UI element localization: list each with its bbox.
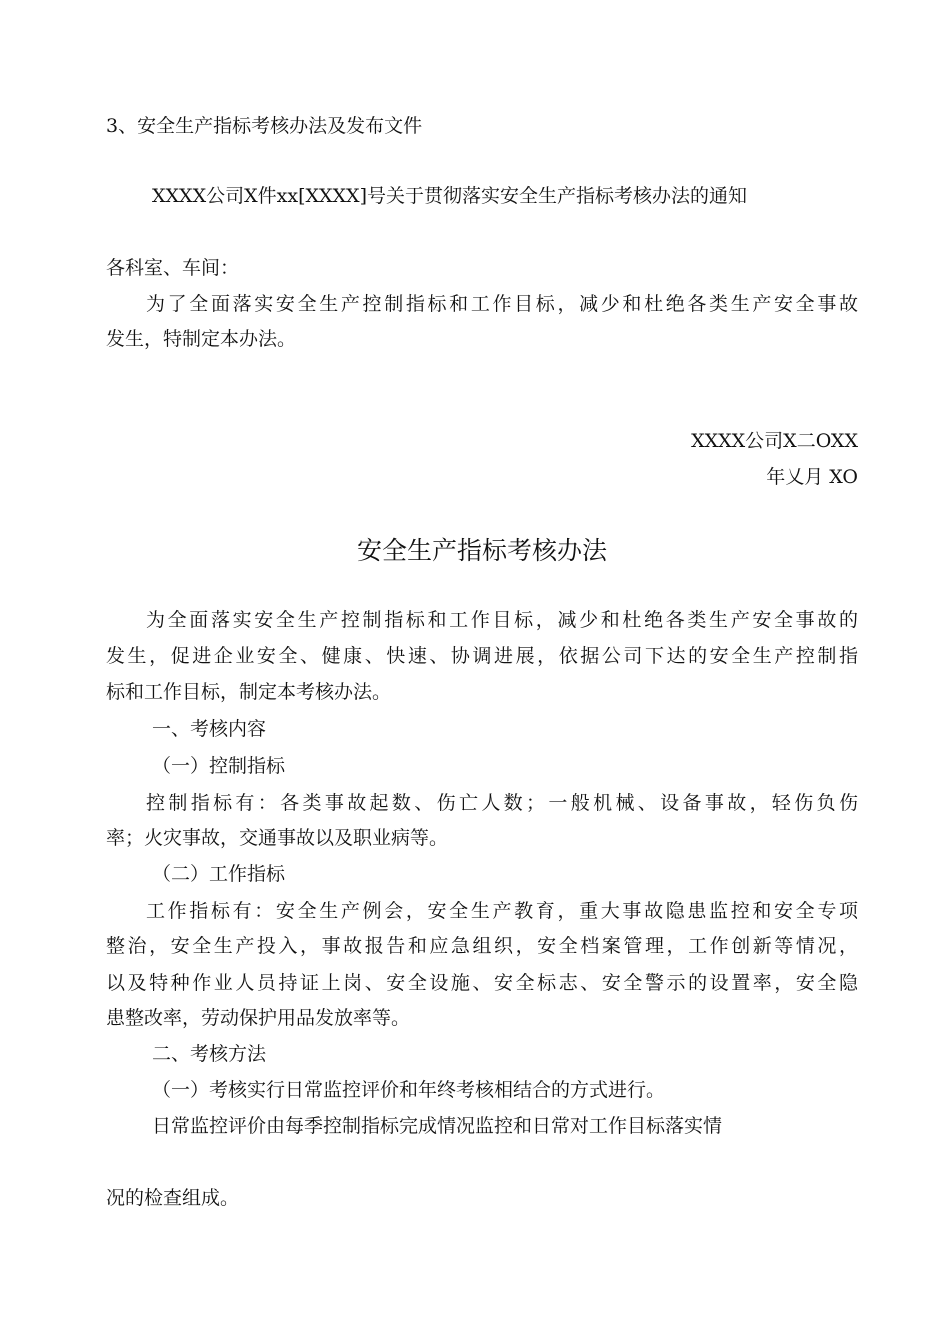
section-1-sub-1-heading: （一）控制指标 [152,755,286,777]
work-indicators-line: 工作指标有：安全生产例会，安全生产教育，重大事故隐患监控和安全专项 [146,900,858,922]
section-2-heading: 二、考核方法 [152,1043,267,1065]
section-1-sub-2-heading: （二）工作指标 [152,863,286,885]
notice-recipients: 各科室、车间： [106,257,240,279]
daily-monitoring-line: 日常监控评价由每季控制指标完成情况监控和日常对工作目标落实情 [152,1115,723,1137]
notice-body-line: 为了全面落实安全生产控制指标和工作目标，减少和杜绝各类生产安全事故 [146,293,858,315]
section-2-sub-1-heading: （一）考核实行日常监控评价和年终考核相结合的方式进行。 [152,1079,666,1101]
notice-title: XXXX公司X件xx[XXXX]号关于贯彻落实安全生产指标考核办法的通知 [152,185,747,207]
work-indicators-line: 以及特种作业人员持证上岗、安全设施、安全标志、安全警示的设置率，安全隐 [106,972,858,994]
notice-signature: XXXX公司X二OXX [691,430,858,452]
notice-date: 年乂月 XO [766,466,858,488]
section-heading: 3、安全生产指标考核办法及发布文件 [106,115,423,137]
intro-line: 为全面落实安全生产控制指标和工作目标，减少和杜绝各类生产安全事故的 [146,609,858,631]
work-indicators-line: 患整改率，劳动保护用品发放率等。 [106,1007,411,1029]
control-indicators-line: 控制指标有：各类事故起数、伤亡人数；一般机械、设备事故，轻伤负伤 [146,792,858,814]
control-indicators-line: 率；火灾事故，交通事故以及职业病等。 [106,827,449,849]
intro-line: 标和工作目标，制定本考核办法。 [106,681,392,703]
work-indicators-line: 整治，安全生产投入，事故报告和应急组织，安全档案管理，工作创新等情况， [106,935,858,957]
daily-monitoring-line: 况的检查组成。 [106,1187,240,1209]
section-1-heading: 一、考核内容 [152,718,267,740]
measures-title: 安全生产指标考核办法 [356,536,607,565]
notice-body-line: 发生，特制定本办法。 [106,328,297,350]
intro-line: 发生，促进企业安全、健康、快速、协调进展，依据公司下达的安全生产控制指 [106,645,858,667]
